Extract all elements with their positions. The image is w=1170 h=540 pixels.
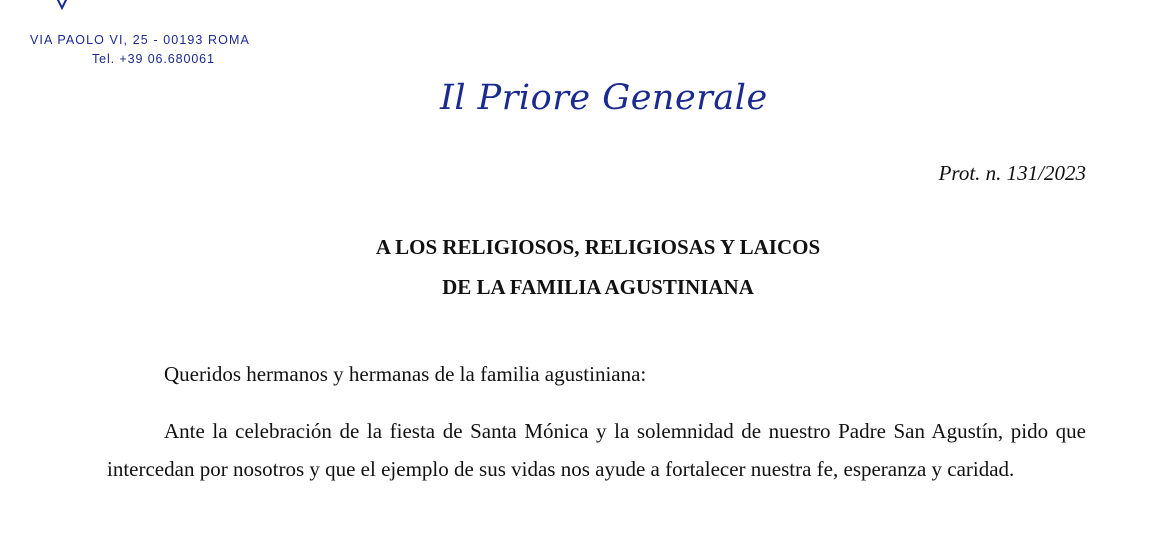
addressee-line-2: DE LA FAMILIA AGUSTINIANA bbox=[442, 275, 754, 299]
address-phone: Tel. +39 06.680061 bbox=[92, 52, 215, 66]
letterhead-address bbox=[30, 31, 292, 69]
augustinian-emblem-icon bbox=[54, 0, 70, 10]
address-street: VIA PAOLO VI, 25 - 00193 ROMA bbox=[30, 33, 250, 47]
addressee-line-1: A LOS RELIGIOSOS, RELIGIOSAS Y LAICOS bbox=[375, 235, 821, 259]
salutation: Queridos hermanos y hermanas de la familia agustiniana: bbox=[164, 362, 647, 386]
body-paragraph: Ante la celebración de la fiesta de Santa Mónica y la solemnidad de nuestro Padre San Agustín, pido que intercedan por nosotros y que el ejemplo de sus vidas nos ayude a fortalecer nuestra fe, esperanza y caridad. bbox=[107, 419, 1086, 481]
letterhead-title: Il Priore Generale bbox=[440, 78, 768, 118]
protocol-number: Prot. n. 131/2023 bbox=[938, 161, 1086, 185]
